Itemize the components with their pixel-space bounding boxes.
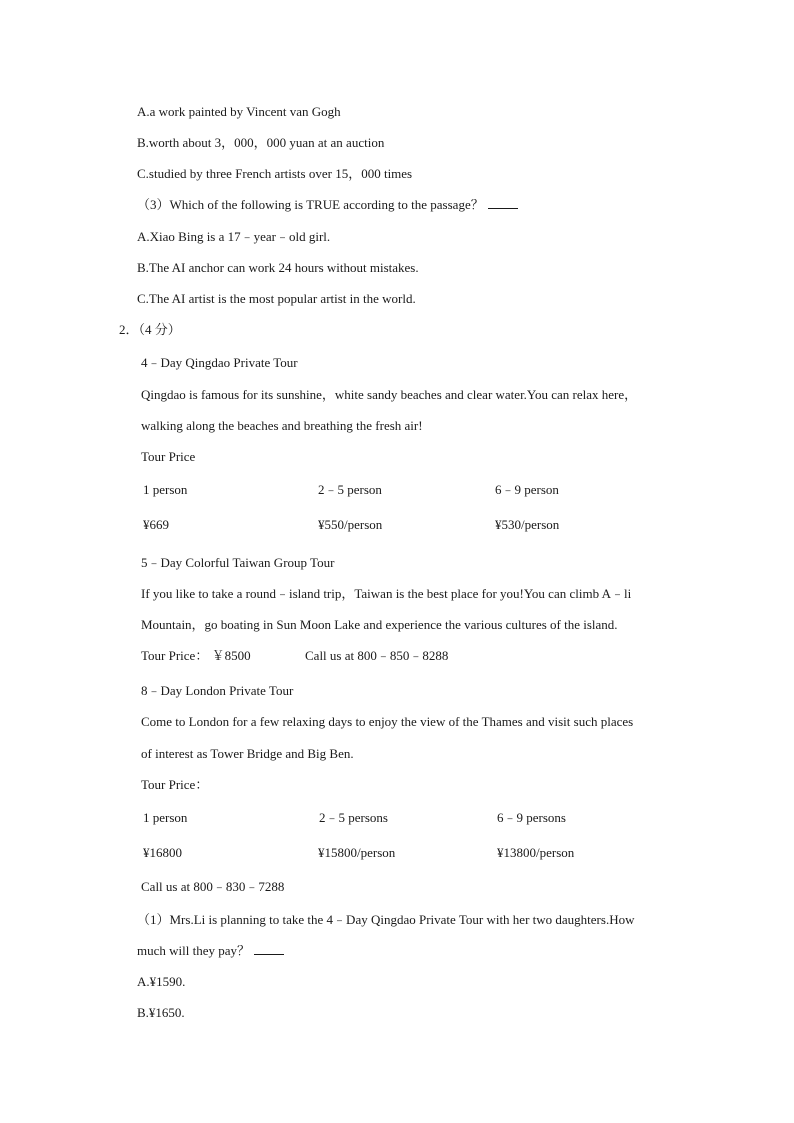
tour-2-price: Tour Price： ￥8500	[141, 648, 251, 663]
option-b: B.worth about 3，000，000 yuan at an auction	[137, 135, 385, 150]
tour-3-desc-line2: of interest as Tower Bridge and Big Ben.	[141, 746, 354, 761]
tour-3-desc-line1: Come to London for a few relaxing days to enjoy the view of the Thames and visit such places	[141, 714, 634, 729]
option-b: B.The AI anchor can work 24 hours without mistakes.	[137, 260, 419, 275]
tour-1-desc-line2: walking along the beaches and breathing the fresh air!	[141, 418, 423, 433]
option-a: A.Xiao Bing is a 17﹣year﹣old girl.	[137, 229, 331, 244]
tour-2-desc-line2: Mountain，go boating in Sun Moon Lake and experience the various cultures of the island.	[141, 617, 618, 632]
question-3-text: （3）Which of the following is TRUE according to the passage？	[137, 197, 484, 212]
tour-2-title: 5﹣Day Colorful Taiwan Group Tour	[141, 555, 335, 570]
tour-1-price-label: Tour Price	[141, 449, 196, 464]
tour-3-header-1: 1 person	[143, 810, 188, 825]
question-2-1-text: much will they pay？	[137, 943, 251, 958]
question-2-1-line2	[137, 943, 284, 959]
tour-1-header-3: 6﹣9 person	[495, 482, 559, 497]
option-a: A.¥1590.	[137, 974, 186, 989]
tour-1-price-3: ¥530/person	[495, 517, 560, 532]
tour-1-header-1: 1 person	[143, 482, 188, 497]
tour-3-price-label: Tour Price：	[141, 777, 209, 792]
question-3	[137, 197, 518, 213]
tour-3-price-3: ¥13800/person	[497, 845, 575, 860]
answer-blank[interactable]	[254, 943, 284, 955]
option-c: C.The AI artist is the most popular artist in the world.	[137, 291, 416, 306]
tour-3-price-2: ¥15800/person	[318, 845, 396, 860]
tour-1-desc-line1: Qingdao is famous for its sunshine，white sandy beaches and clear water.You can relax here，	[141, 387, 638, 402]
tour-1-price-1: ¥669	[143, 517, 169, 532]
option-c: C.studied by three French artists over 15，000 times	[137, 166, 413, 181]
tour-1-header-2: 2﹣5 person	[318, 482, 382, 497]
answer-blank[interactable]	[488, 197, 518, 209]
tour-3-header-2: 2﹣5 persons	[319, 810, 388, 825]
tour-2-desc-line1: If you like to take a round﹣island trip，Taiwan is the best place for you!You can climb A﹣li	[141, 586, 632, 601]
question-2-1-line1: （1）Mrs.Li is planning to take the 4﹣Day Qingdao Private Tour with her two daughters.How	[137, 912, 635, 927]
option-a: A.a work painted by Vincent van Gogh	[137, 104, 341, 119]
tour-1-price-2: ¥550/person	[318, 517, 383, 532]
question-2-header: 2．（4 分）	[119, 322, 181, 337]
tour-1-title: 4﹣Day Qingdao Private Tour	[141, 355, 298, 370]
tour-2-call: Call us at 800﹣850﹣8288	[305, 648, 449, 663]
tour-3-header-3: 6﹣9 persons	[497, 810, 566, 825]
tour-3-title: 8﹣Day London Private Tour	[141, 683, 294, 698]
option-b: B.¥1650.	[137, 1005, 185, 1020]
tour-3-call: Call us at 800﹣830﹣7288	[141, 879, 285, 894]
tour-3-price-1: ¥16800	[143, 845, 182, 860]
